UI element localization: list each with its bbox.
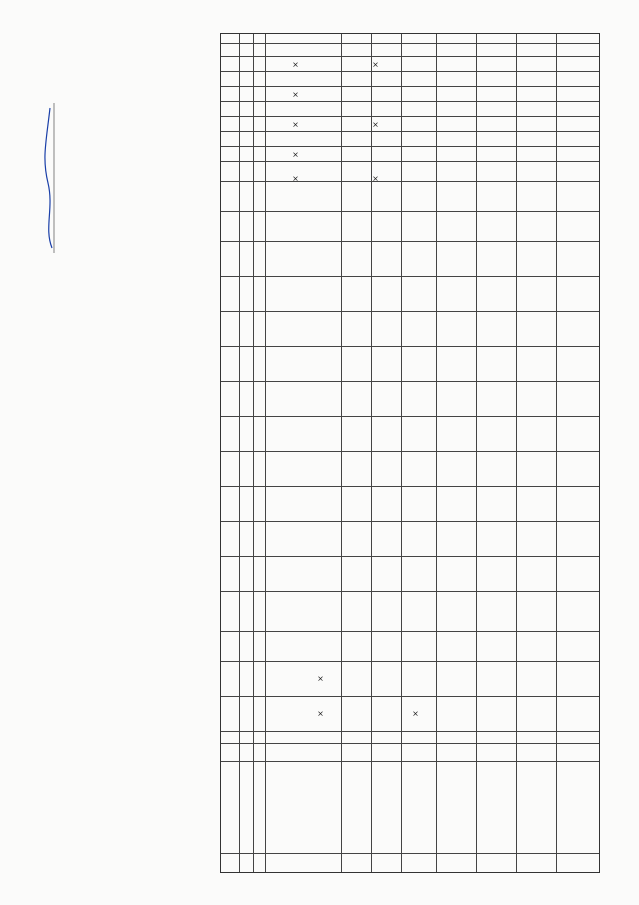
cross-mark: × (290, 90, 300, 98)
activities-table (220, 33, 600, 873)
cross-mark: × (290, 120, 300, 128)
handwritten-date-signature (42, 103, 56, 253)
cross-mark: × (370, 120, 380, 128)
cross-mark: × (315, 709, 325, 717)
rotated-page (20, 23, 620, 883)
cross-mark: × (370, 60, 380, 68)
cross-mark: × (290, 60, 300, 68)
cross-mark: × (410, 709, 420, 717)
document-sheet (20, 33, 620, 873)
cross-mark: × (370, 174, 380, 182)
cross-mark: × (315, 674, 325, 682)
cross-mark: × (290, 150, 300, 158)
cross-mark: × (290, 174, 300, 182)
